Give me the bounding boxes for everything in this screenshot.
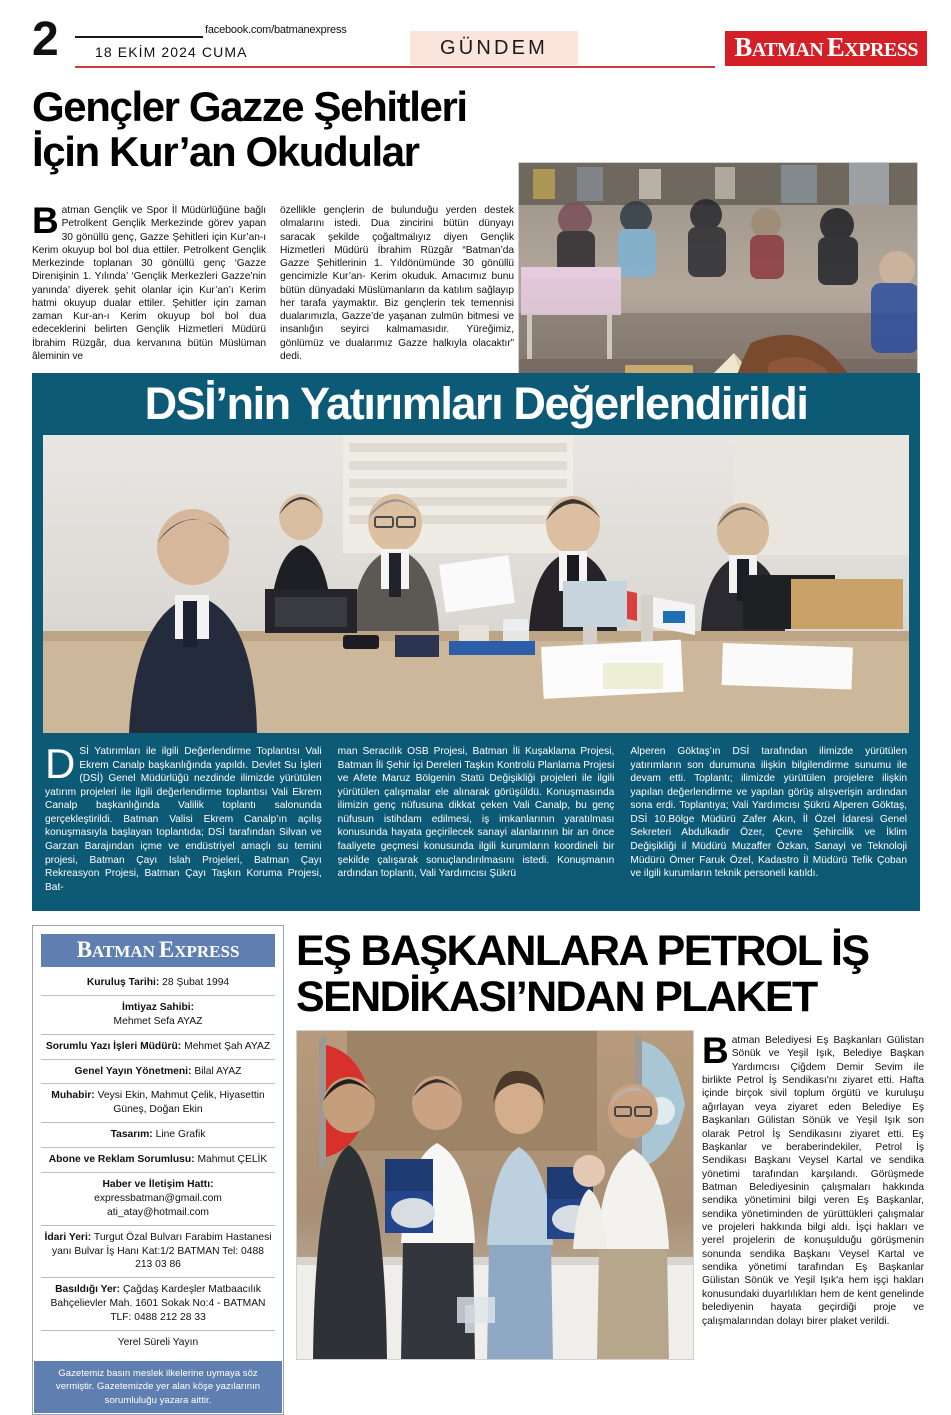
imprint-row-value: Line Grafik [152,1129,206,1141]
photo-plaque-illustration [297,1031,694,1360]
story2-headline: DSİ’nin Yatırımları Değerlendirildi [144,378,808,429]
story3-photo [296,1030,694,1360]
story1-columns [32,200,514,363]
story2-columns [33,733,919,904]
imprint-logo-xpress: XPRESS [174,942,240,961]
imprint-row-label: Kuruluş Tarihi: [86,977,160,988]
story-gazze [0,82,951,372]
story2-text-1: DSİ Yatırımları ile ilgili Değerlendirme Toplantısı Vali Ekrem Canalp başkanlığında yapıldı. Devlet Su İşleri (DSİ) Genel Müdürlüğü nezdinde ilimizde yürütülen yatırım projeleri ile ilgili değerlendirme toplantısı Vali Ekrem Canalp başkanlığında Valilik toplantı salonunda gerçekleştirildi. Batman Valisi Ekrem Canalp’ın açılış konuşmasıyla başlayan toplantıda; DSİ tarafından Silvan ve Garzan Barajından içme ve endüstriyel amaçlı su temini projesi, Batman Çayı Islah Projeleri, Batman Çayı Rekreasyon Projesi, Batman Çayı Taşkın Koruma Projesi, Bat- [45,740,322,893]
imprint-row-value: Mahmut ÇELİK [194,1154,268,1166]
facebook-handle[interactable]: facebook.com/batmanexpress [205,24,347,36]
imprint-row-label: Abone ve Reklam Sorumlusu: [48,1154,195,1166]
imprint-row-value: Yerel Süreli Yayın [117,1337,199,1349]
story2-text-2: man Seracılık OSB Projesi, Batman İli Kuşaklama Projesi, Batman İli Şehir İçi Dereleri Taşkın Kontrolü Planlama Projesi ve Afete Maruz Bölgenin Statü Değişikliği projeleri ile ilgili yürütülen çalışmalar ele alınarak görüşüldü. Konuşmasında ilimizin genç nüfusuna dikkat çeken Vali Canalp, bu genç nüfusun istihdam edilmesi, iş imkanlarının yaratılması konusunda hayata geçirilecek sanayi alanlarının bir an önce faaliyete geçmesi konusunda ilgili kurumların koordineli bir şekilde çalışarak sonuçlandırılmasını istedi. Konuşmanın ardından toplantı, Vali Yardımcısı Şükrü [337,746,615,880]
header-rule-top [75,36,203,38]
imprint-row [41,1034,275,1059]
masthead-b: B [734,32,752,62]
imprint-row [41,1122,275,1147]
imprint-row-label: Basıldığı Yer: [55,1284,121,1296]
section-badge [410,31,578,65]
imprint-disclaimer: Gazetemiz basın meslek ilkelerine uymaya söz vermiştir. Gazetemizde yer alan köşe yazılarının sorumluluğu yazara aittir. [34,1361,282,1413]
imprint-row-label: İmtiyaz Sahibi: [121,1001,195,1013]
imprint-row-value: ati_atay@hotmail.com [106,1206,210,1218]
imprint-row-value: Mehmet Şah AYAZ [181,1040,271,1052]
plaque-left [385,1159,435,1233]
section-label: GÜNDEM [439,36,549,59]
imprint-row-value: Veysi Ekin, Mahmut Çelik, Hiyasettin Güneş, Doğan Ekin [94,1090,265,1116]
imprint-row-value: 28 Şubat 1994 [159,977,230,988]
story1-column-2 [280,204,514,363]
imprint-logo [41,934,275,967]
imprint-row-value: Çağdaş Kardeşler Matbaacılık Bahçelievler Mah. 1601 Sokak No:4 - BATMAN TLF: 0488 212 28 33 [50,1284,266,1324]
masthead-e: E [826,32,845,62]
story2-text-3: Alperen Göktaş’ın DSİ tarafından ilimizde yürütülen yatırımların son durumuna ilişkin bilgilendirme sunumu ile devam etti. Toplantı; ilimizde yürütülen projelere ilişkin yapılan değerlendirme ve yapılan görüş alışverişin ardından sona erdi. Toplantıya; Vali Yardımcısı Şükrü Alperen Göktaş, DSİ 10.Bölge Müdürü Zafer Akın, İl Özel İdaresi Genel Sekreteri Abdulkadir Özer, Çevre Şehircilik ve İklim Değişikliği il Müdürü Muzaffer Özkan, Sanayi ve Teknoloji Müdürü Ömer Faruk Özel, Kadastro İl Müdürü Tefik Çoban ve ilgili kurumların teknik personeli katıldı. [630,746,908,880]
page-number: 2 [32,13,58,66]
imprint-logo-b: B [76,937,92,962]
story1-text-1: Batman Gençlik ve Spor İl Müdürlüğüne bağlı Petrolkent Gençlik Merkezinde görev yapan 30 gönüllü genç, Gazze Şehitleri için Kur’an-ı Kerim okuyup bol bol dua ettiler. Petrolkent Gençlik Merkezinde toplanan 30 gönüllü genç ‘Gazze Direnişinin 1. Yılında’ ‘Gençlik Merkezleri Gazze’nin yanında’ diyerek şehit olanlar için Kur’an’ı Kerim hatmi okuyup dualar ettiler. Şehitler için zaman zaman Kur-an-ı Kerim okuyup bol bol dua edeceklerini belirten Gençlik Hizmetleri Müdürü İbrahim Rüzgâr, dua kervanına bütün Müslüman âleminin ve [32,200,266,362]
story2-column-2 [338,745,615,894]
page-header [0,0,951,76]
imprint-row [41,971,275,995]
imprint-row-value: Turgut Özal Bulvarı Farabim Hastanesi yanı Bulvar İş Hanı Kat:1/2 BATMAN Tel: 0488 213 03 86 [52,1231,272,1271]
story-dsi [32,373,920,911]
imprint-row-label: Tasarım: [110,1129,153,1141]
imprint-row [41,1225,275,1278]
photo-meeting-illustration [43,435,909,733]
imprint-row [41,1172,275,1225]
imprint-row-value: expressbatman@gmail.com [94,1192,222,1204]
header-rule-bottom [75,66,715,68]
imprint-row-label: Haber ve İletişim Hattı: [102,1179,214,1191]
imprint-row-label: Genel Yayın Yönetmeni: [74,1065,192,1077]
publication-date: 18 EKİM 2024 CUMA [95,44,248,60]
imprint-box [32,925,284,1415]
imprint-row [41,1330,275,1355]
masthead-logo [725,31,927,66]
imprint-row-value: Mehmet Sefa AYAZ [113,1015,203,1027]
imprint-row-label: Muhabir: [51,1090,95,1102]
masthead-atman: ATMAN [751,39,824,61]
imprint-row [41,1083,275,1122]
imprint-row-label: Sorumlu Yazı İşleri Müdürü: [45,1040,182,1052]
imprint-row [41,995,275,1034]
imprint-logo-e: E [158,937,175,962]
story2-column-1 [45,740,322,894]
story1-text-2: özellikle gençlerin de bulunduğu yerden destek olmalarını istedi. Dua zincirini bütün dünyayı saracak şekilde çoğaltmalıyız diyen Gençlik Hizmetleri Müdürü İbrahim Rüzgâr “Batman’da Gazze Şehitlerinin 1. Yıldönümünde 30 gönüllü gencimizle Kur’an- Kerim okuduk. Amacımız bunu bütün dünyadaki Müslümanların da katılım sağlayıp her tarafa yaymaktır. Biz gençlerin tek temennisi dualarımızla, Gazze’de yaşanan zulmün bitmesi ve insanlığın seyirci kalmamasıdır. Yüreğimiz, gönlümüz ve dualarımız Gazze halkıyla olacaktır” dedi. [280,205,514,362]
imprint-row-label: İdari Yeri: [44,1231,92,1243]
imprint-rows [33,971,283,1355]
story2-column-3 [630,745,907,894]
masthead-xpress: XPRESS [844,39,918,61]
story2-photo [43,435,909,733]
imprint-row-value: Bilal AYAZ [191,1065,242,1077]
story3-headline: EŞ BAŞKANLARA PETROL İŞ SENDİKASI’NDAN PLAKET [296,927,869,1022]
story3-text-block [702,1030,924,1328]
story3-text: Batman Belediyesi Eş Başkanları Gülistan Sönük ve Yeşil Işık, Belediye Başkan Yardımcısı Çiğdem Demir Sevim ile birlikte Petrol İş Sendikası'nı ziyaret etti. Hafta içinde birçok sivil toplum örgütü ve kuruluşu ağırlayan veya ziyaret eden Belediye Eş Başkanları Gülistan Sönük ve Yeşil Işık son olarak Petrol İş Sendikasını ziyaret etti. Eş Başkanlar ve beraberindekiler, Petrol İş Sendikası Başkanı Veysel Kartal ve sendika yönetimi tarafından karşılandı. Görüşmede Batman Belediyesinin çalışmaları hakkında sendika yönetimini bilgi veren Eş Başkanlar, sendika yönetiminden de yürüttükleri çalışmalar ve projeleri hakkında bilgi aldı. İşçi hakları ve yerel projelerin de konuşulduğu görüşmenin sonunda sendika Başkanı Veysel Kartal ve sendika yönetimi tarafından Eş Başkanlar Gülistan Sönük ve Yeşil Işık'a hem işçi hakları konusundaki duyarlılıkları hem de kent genelinde belediyenin hayata geçirdiği proje ve çalışmalarından dolayı birer plaket verildi. [702,1030,924,1327]
imprint-row [41,1147,275,1172]
story1-column-1 [32,200,266,363]
imprint-row [41,1277,275,1330]
story1-headline: Gençler Gazze Şehitleri İçin Kur’an Okudular [32,83,467,176]
imprint-logo-atman: ATMAN [91,942,155,961]
imprint-row [41,1059,275,1084]
